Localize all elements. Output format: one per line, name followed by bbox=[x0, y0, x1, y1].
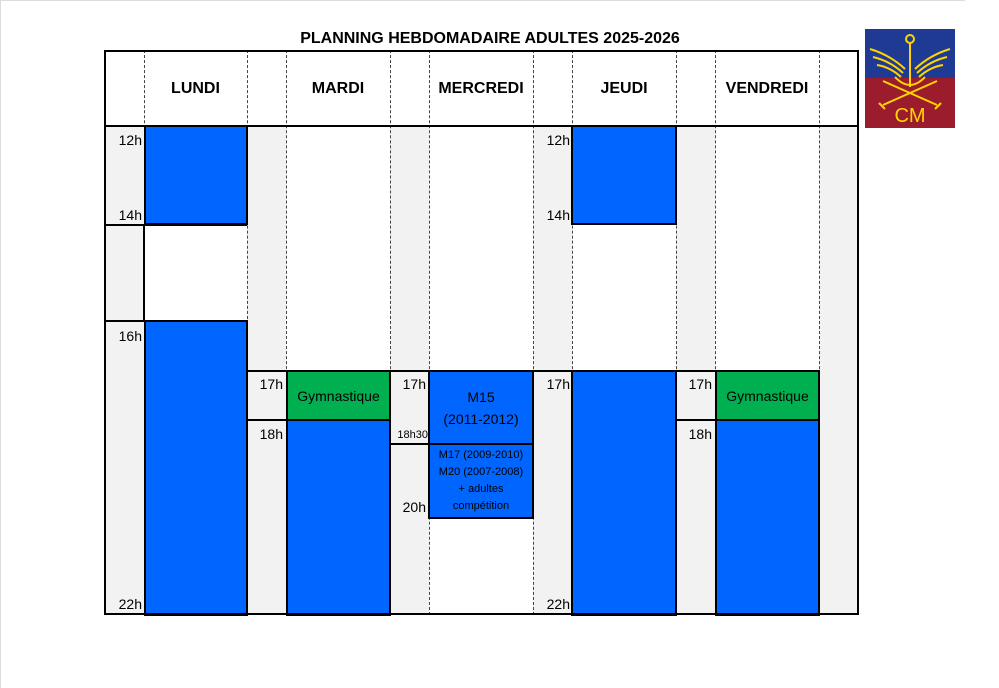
club-logo bbox=[865, 29, 955, 128]
session-label-line: Gymnastique bbox=[726, 387, 809, 404]
session-block-vendredi-18-22 bbox=[715, 419, 820, 616]
session-block-mercredi-m15 bbox=[428, 370, 534, 445]
club-logo-icon bbox=[865, 29, 955, 128]
session-block-lundi-16-22 bbox=[144, 320, 248, 616]
session-block-lundi-12-14 bbox=[144, 125, 248, 225]
time-label-lundi-16h: 16h bbox=[118, 328, 142, 344]
session-block-mardi-gym bbox=[286, 370, 391, 421]
time-column bbox=[676, 50, 715, 615]
day-header-lundi: LUNDI bbox=[171, 80, 220, 97]
time-label-jeudi-14h: 14h bbox=[546, 207, 570, 223]
row-rule bbox=[533, 370, 572, 372]
session-label-line: M15 bbox=[467, 388, 495, 405]
row-rule bbox=[390, 370, 429, 372]
time-label-mercredi-20h: 20h bbox=[402, 499, 426, 515]
time-column bbox=[819, 50, 859, 615]
time-label-mardi-17h: 17h bbox=[259, 376, 283, 392]
session-label bbox=[430, 445, 532, 517]
session-label-line: + adultes bbox=[458, 483, 504, 495]
day-column bbox=[429, 50, 533, 615]
row-rule bbox=[676, 419, 715, 421]
day-header-vendredi: VENDREDI bbox=[725, 80, 809, 97]
time-label-vendredi-18h: 18h bbox=[688, 426, 712, 442]
time-column bbox=[390, 50, 429, 615]
time-label-mardi-18h: 18h bbox=[259, 426, 283, 442]
session-label-line: M20 (2007-2008) bbox=[438, 466, 524, 478]
row-rule bbox=[247, 419, 286, 421]
session-block-jeudi-17-22 bbox=[571, 370, 677, 616]
time-label-lundi-14h: 14h bbox=[118, 207, 142, 223]
session-label-line: (2011-2012) bbox=[443, 410, 519, 427]
day-header-mardi: MARDI bbox=[311, 80, 365, 97]
page-title: PLANNING HEBDOMADAIRE ADULTES 2025-2026 bbox=[300, 30, 680, 47]
time-label-lundi-12h: 12h bbox=[118, 132, 142, 148]
session-label bbox=[288, 372, 389, 419]
session-block-vendredi-gym bbox=[715, 370, 820, 421]
time-label-vendredi-17h: 17h bbox=[688, 376, 712, 392]
session-label-line: M17 (2009-2010) bbox=[438, 449, 524, 461]
session-label bbox=[717, 372, 818, 419]
time-label-lundi-22h: 22h bbox=[118, 596, 142, 612]
time-label-mercredi-18h30: 18h30 bbox=[397, 429, 428, 441]
time-label-jeudi-17h: 17h bbox=[546, 376, 570, 392]
time-label-jeudi-12h: 12h bbox=[546, 132, 570, 148]
column-separator bbox=[429, 50, 430, 615]
session-label-line: Gymnastique bbox=[297, 387, 380, 404]
svg-text:CM: CM bbox=[894, 105, 926, 127]
row-rule bbox=[676, 370, 715, 372]
time-column bbox=[247, 50, 286, 615]
time-label-mercredi-17h: 17h bbox=[402, 376, 426, 392]
session-label-line: compétition bbox=[452, 500, 510, 512]
day-header-mercredi: MERCREDI bbox=[438, 80, 524, 97]
row-rule bbox=[390, 443, 429, 445]
row-rule bbox=[247, 370, 286, 372]
day-header-jeudi: JEUDI bbox=[600, 80, 648, 97]
session-block-jeudi-12-14 bbox=[571, 125, 677, 225]
session-block-mercredi-m17 bbox=[428, 443, 534, 519]
time-label-jeudi-22h: 22h bbox=[546, 596, 570, 612]
session-label bbox=[430, 372, 532, 443]
session-block-mardi-18-22 bbox=[286, 419, 391, 616]
row-rule bbox=[143, 224, 145, 322]
